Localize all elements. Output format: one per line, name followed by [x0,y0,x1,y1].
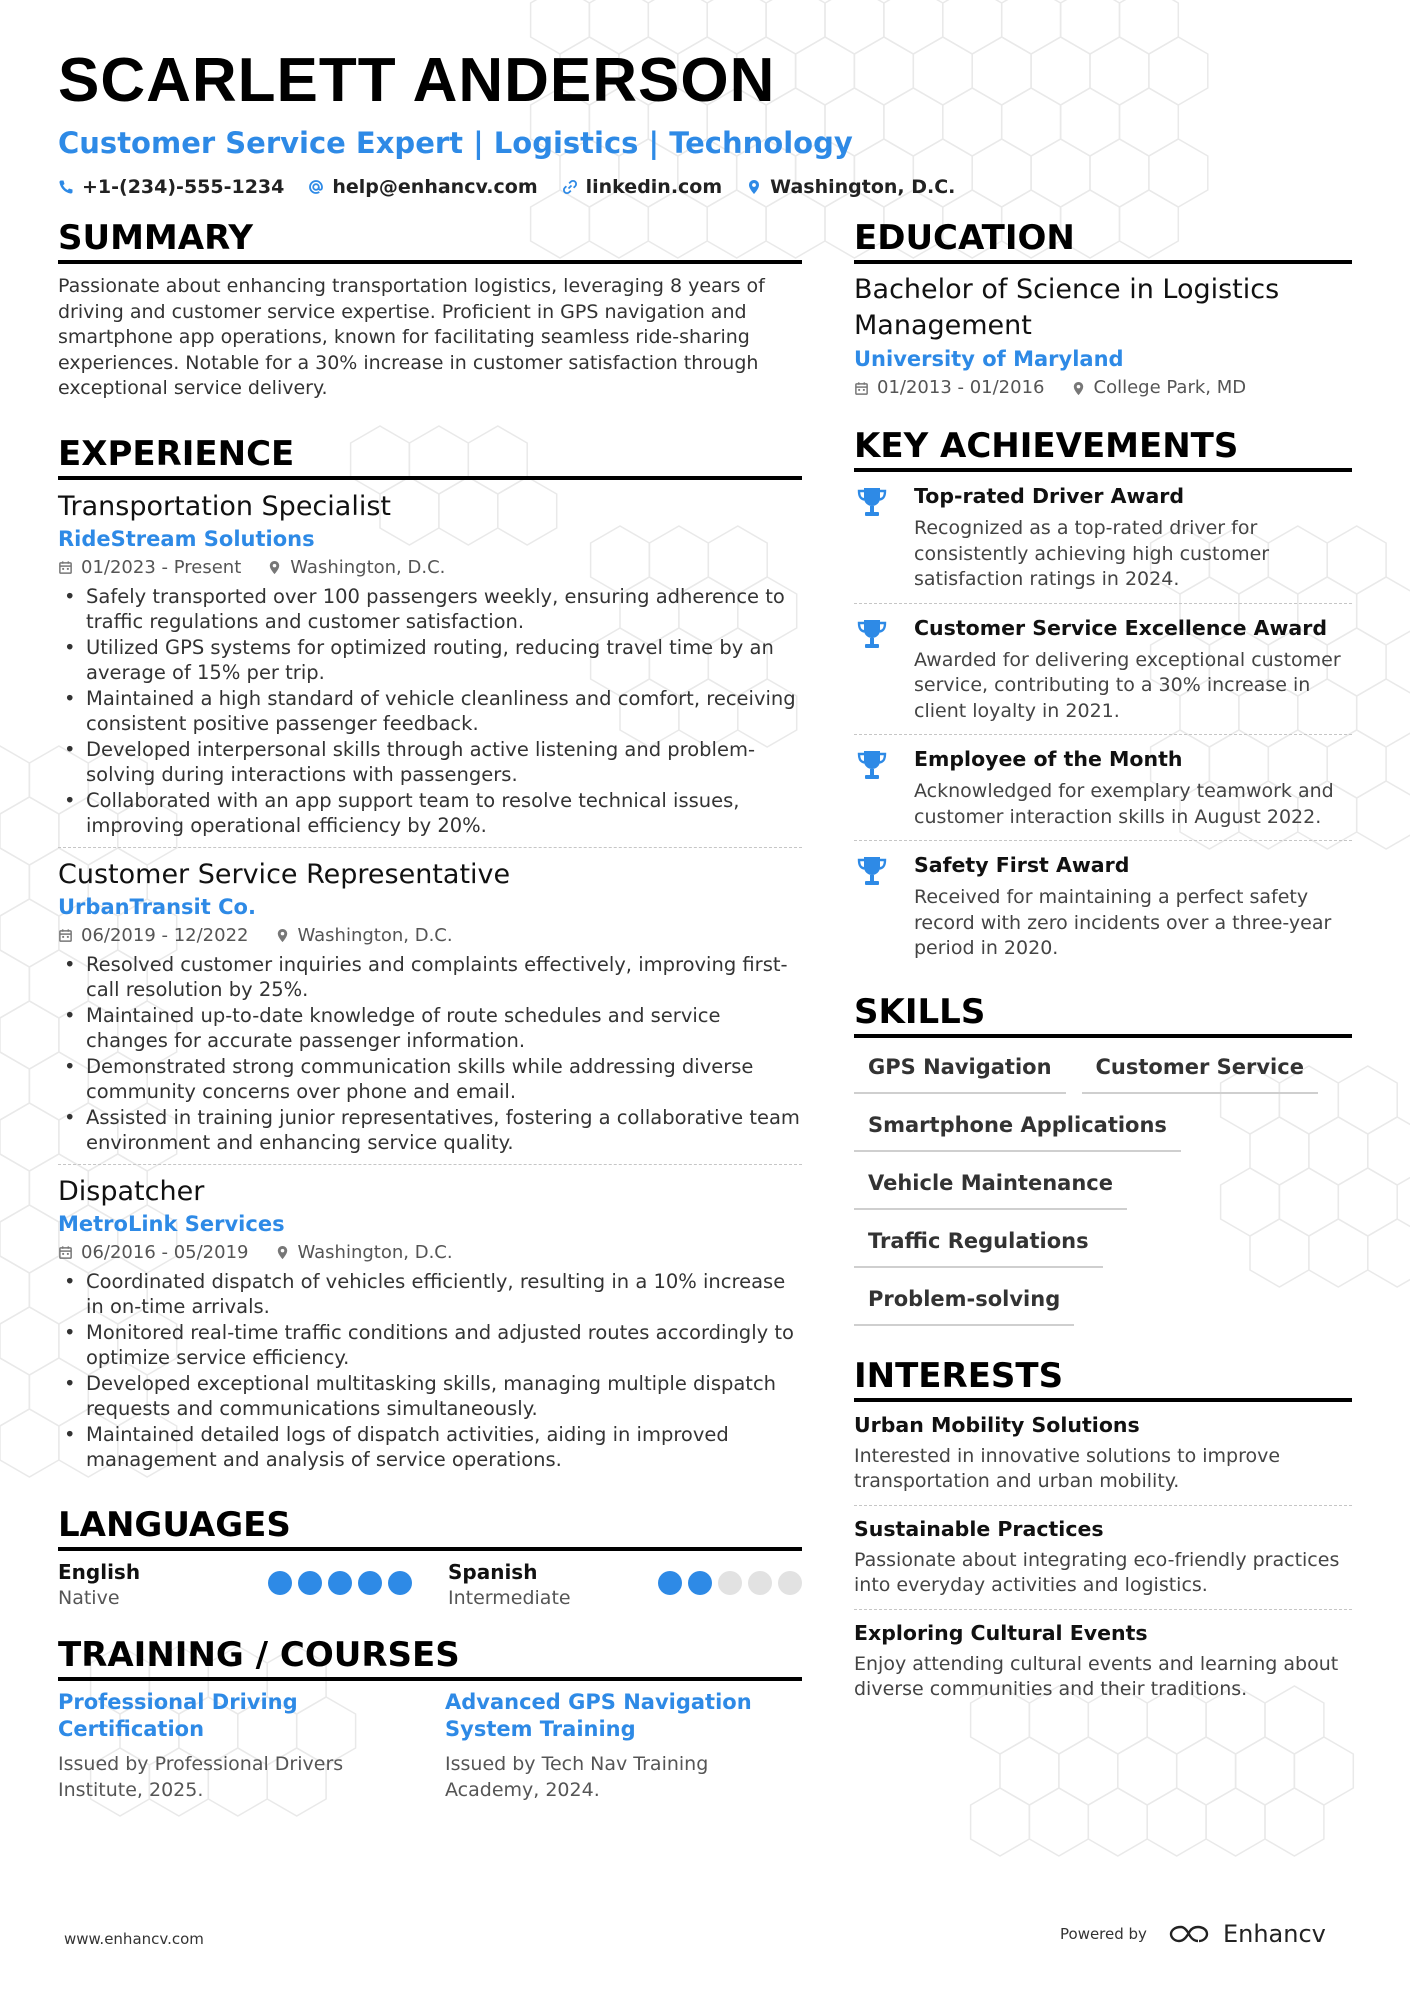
achievement-title: Customer Service Excellence Award [914,615,1328,640]
language-rating [658,1571,802,1595]
interest-desc: Enjoy attending cultural events and learning about diverse communities and their traditions. [854,1652,1339,1700]
bullet-item: • Maintained detailed logs of dispatch activities, aiding in improved management and analysis of service operations. [58,1422,802,1473]
contact-row [58,176,1358,198]
job-location-text: Washington, D.C. [297,1241,453,1263]
education-dates-text: 01/2013 - 01/2016 [877,377,1045,398]
bullet-item: • Demonstrated strong communication skills while addressing diverse community concerns over phone and email. [58,1054,802,1105]
bullet-item: • Resolved customer inquiries and complaints effectively, improving first-call resolution by 25%. [58,952,802,1003]
job-dates [58,922,249,950]
achievement-desc: Awarded for delivering exceptional customer service, contributing to a 30% increase in client loyalty in 2021. [914,648,1341,722]
job-bullets [58,584,802,839]
language-level: Native [58,1586,120,1609]
bullet-item: • Assisted in training junior representatives, fostering a collaborative team environment and enhancing service quality. [58,1105,802,1156]
footer-branding [1060,1920,1326,1948]
job-title: Transportation Specialist [58,490,391,522]
right-column [854,216,1352,1743]
brand-logo[interactable] [1167,1920,1326,1948]
skill-tag: Vehicle Maintenance [854,1168,1127,1210]
summary-text: Passionate about enhancing transportation logistics, leveraging 8 years of driving and customer service expertise. Proficient in GPS navigation and smartphone app operations, known for facilitating seamless ride-sharing experiences. Notable for a 30% increase in customer satisfaction through exceptional service delivery. [58,275,765,399]
achievement-icon-wrap [854,851,898,962]
course-desc: Issued by Professional Drivers Institute, 2025. [58,1752,344,1801]
interests-title: INTERESTS [854,1354,1352,1402]
language-rating [268,1571,412,1595]
job-meta [58,922,802,950]
phone-icon [58,179,74,195]
calendar-icon [58,928,73,943]
rating-dot-filled [388,1571,412,1595]
summary-title: SUMMARY [58,216,802,264]
trophy-icon [854,747,890,783]
achievement-icon-wrap [854,614,898,725]
left-column [58,216,802,1833]
link-icon [562,179,578,195]
enhancv-logo-icon [1167,1922,1213,1946]
achievement-item [854,735,1352,841]
achievement-title: Safety First Award [914,853,1130,877]
education-dates [854,374,1045,402]
interests-section [854,1354,1352,1713]
contact-linkedin[interactable] [562,176,723,198]
candidate-name: SCARLETT ANDERSON [58,46,776,115]
achievement-body [914,851,1352,962]
trophy-icon [854,853,890,889]
contact-phone-text: +1-(234)-555-1234 [82,176,285,198]
skill-tag: Customer Service [1082,1052,1318,1094]
achievement-desc: Acknowledged for exemplary teamwork and customer interaction skills in August 2022. [914,780,1334,828]
experience-title: EXPERIENCE [58,432,802,480]
interest-desc: Passionate about integrating eco-friendly practices into everyday activities and logistics. [854,1548,1340,1596]
course-item [445,1689,802,1803]
language-name: Spanish [448,1559,538,1584]
powered-by-label: Powered by [1060,1925,1147,1943]
education-title: EDUCATION [854,216,1352,264]
job-location-text: Washington, D.C. [297,924,453,946]
rating-dot-empty [748,1571,772,1595]
language-text [58,1559,140,1611]
footer-website[interactable]: www.enhancv.com [64,1930,204,1948]
language-list [58,1559,802,1611]
education-meta [854,374,1352,402]
location-icon [267,560,282,575]
interest-desc: Interested in innovative solutions to improve transportation and urban mobility. [854,1444,1281,1492]
achievement-title: Top-rated Driver Award [914,484,1185,508]
bullet-item: • Collaborated with an app support team to resolve technical issues, improving operational efficiency by 20%. [58,788,802,839]
headline: Customer Service Expert | Logistics | Technology [58,126,853,160]
languages-section [58,1503,802,1611]
achievement-desc: Recognized as a top-rated driver for consistently achieving high customer satisfaction ratings in 2024. [914,517,1270,590]
education-section [854,216,1352,402]
location-icon [746,179,762,195]
job-bullets [58,1269,802,1473]
calendar-icon [58,1245,73,1260]
rating-dot-empty [718,1571,742,1595]
course-title: Advanced GPS Navigation System Training [445,1689,752,1741]
rating-dot-filled [688,1571,712,1595]
at-icon [308,179,324,195]
rating-dot-filled [328,1571,352,1595]
job-bullets [58,952,802,1156]
contact-linkedin-text: linkedin.com [585,176,723,198]
achievement-icon-wrap [854,482,898,593]
trophy-icon [854,616,890,652]
achievement-item [854,604,1352,736]
achievements-section [854,424,1352,972]
school-name: University of Maryland [854,347,1124,371]
contact-phone[interactable] [58,176,284,198]
job-meta [58,554,802,582]
location-icon [275,928,290,943]
skill-tag: Traffic Regulations [854,1226,1103,1268]
bullet-item: • Coordinated dispatch of vehicles efficiently, resulting in a 10% increase in on-time arrivals. [58,1269,802,1320]
interest-item [854,1610,1352,1713]
achievement-title: Employee of the Month [914,747,1183,771]
course-desc: Issued by Tech Nav Training Academy, 2024. [445,1752,709,1801]
interest-title: Urban Mobility Solutions [854,1412,1140,1437]
rating-dot-filled [358,1571,382,1595]
contact-email-text: help@enhancv.com [332,176,538,198]
course-list [58,1689,802,1803]
course-title: Professional Driving Certification [58,1689,298,1741]
skills-section [854,990,1352,1326]
resume-header [58,46,1358,198]
language-text [448,1559,571,1611]
language-level: Intermediate [448,1586,571,1609]
job-location [267,554,445,582]
summary-section [58,216,802,402]
achievement-desc: Received for maintaining a perfect safety record with zero incidents over a three-year period in 2020. [914,886,1332,959]
rating-dot-filled [658,1571,682,1595]
skill-tag: GPS Navigation [854,1052,1066,1094]
brand-name: Enhancv [1222,1920,1326,1948]
location-icon [275,1245,290,1260]
skill-tag: Smartphone Applications [854,1110,1181,1152]
bullet-item: • Maintained up-to-date knowledge of route schedules and service changes for accurate passenger information. [58,1003,802,1054]
contact-location-text: Washington, D.C. [770,176,956,198]
achievement-item [854,841,1352,972]
job-entry [58,480,802,848]
achievements-title: KEY ACHIEVEMENTS [854,424,1352,472]
job-dates-text: 01/2023 - Present [81,556,242,578]
contact-email[interactable] [308,176,537,198]
bullet-item: • Utilized GPS systems for optimized routing, reducing travel time by an average of 15% per trip. [58,635,802,686]
interest-title: Exploring Cultural Events [854,1620,1148,1645]
job-title: Customer Service Representative [58,858,511,890]
rating-dot-empty [778,1571,802,1595]
calendar-icon [58,560,73,575]
language-item [58,1559,412,1611]
skill-tag: Problem-solving [854,1284,1074,1326]
company-name: MetroLink Services [58,1211,285,1236]
bullet-item: • Safely transported over 100 passengers weekly, ensuring adherence to traffic regulations and customer satisfaction. [58,584,802,635]
languages-title: LANGUAGES [58,1503,802,1551]
education-location-text: College Park, MD [1093,377,1247,398]
achievement-body [914,745,1352,830]
interest-item [854,1506,1352,1610]
language-item [448,1559,802,1611]
degree-title: Bachelor of Science in Logistics Management [854,274,1280,341]
achievement-icon-wrap [854,745,898,830]
trophy-icon [854,484,890,520]
interest-item [854,1402,1352,1506]
bullet-item: • Developed exceptional multitasking skills, managing multiple dispatch requests and communications simultaneously. [58,1371,802,1422]
job-title: Dispatcher [58,1175,205,1207]
company-name: UrbanTransit Co. [58,894,256,919]
achievement-body [914,614,1352,725]
bullet-item: • Developed interpersonal skills through active listening and problem-solving during interactions with passengers. [58,737,802,788]
company-name: RideStream Solutions [58,526,315,551]
rating-dot-filled [298,1571,322,1595]
job-dates-text: 06/2019 - 12/2022 [81,924,249,946]
job-location [275,922,453,950]
job-dates-text: 06/2016 - 05/2019 [81,1241,249,1263]
contact-location [746,176,955,198]
job-entry [58,1165,802,1481]
job-location-text: Washington, D.C. [290,556,446,578]
job-dates [58,1239,249,1267]
achievement-body [914,482,1352,593]
training-title: TRAINING / COURSES [58,1633,802,1681]
rating-dot-filled [268,1571,292,1595]
training-section [58,1633,802,1803]
interest-title: Sustainable Practices [854,1516,1104,1541]
skill-list [854,1052,1324,1326]
experience-section [58,432,802,1481]
job-meta [58,1239,802,1267]
bullet-item: • Maintained a high standard of vehicle cleanliness and comfort, receiving consistent positive passenger feedback. [58,686,802,737]
language-name: English [58,1559,141,1584]
calendar-icon [854,381,869,396]
achievement-item [854,472,1352,604]
course-item [58,1689,415,1803]
job-entry [58,848,802,1165]
job-dates [58,554,241,582]
education-location [1071,374,1247,402]
job-location [275,1239,453,1267]
bullet-item: • Monitored real-time traffic conditions and adjusted routes accordingly to optimize service efficiency. [58,1320,802,1371]
skills-title: SKILLS [854,990,1352,1038]
location-icon [1071,381,1086,396]
